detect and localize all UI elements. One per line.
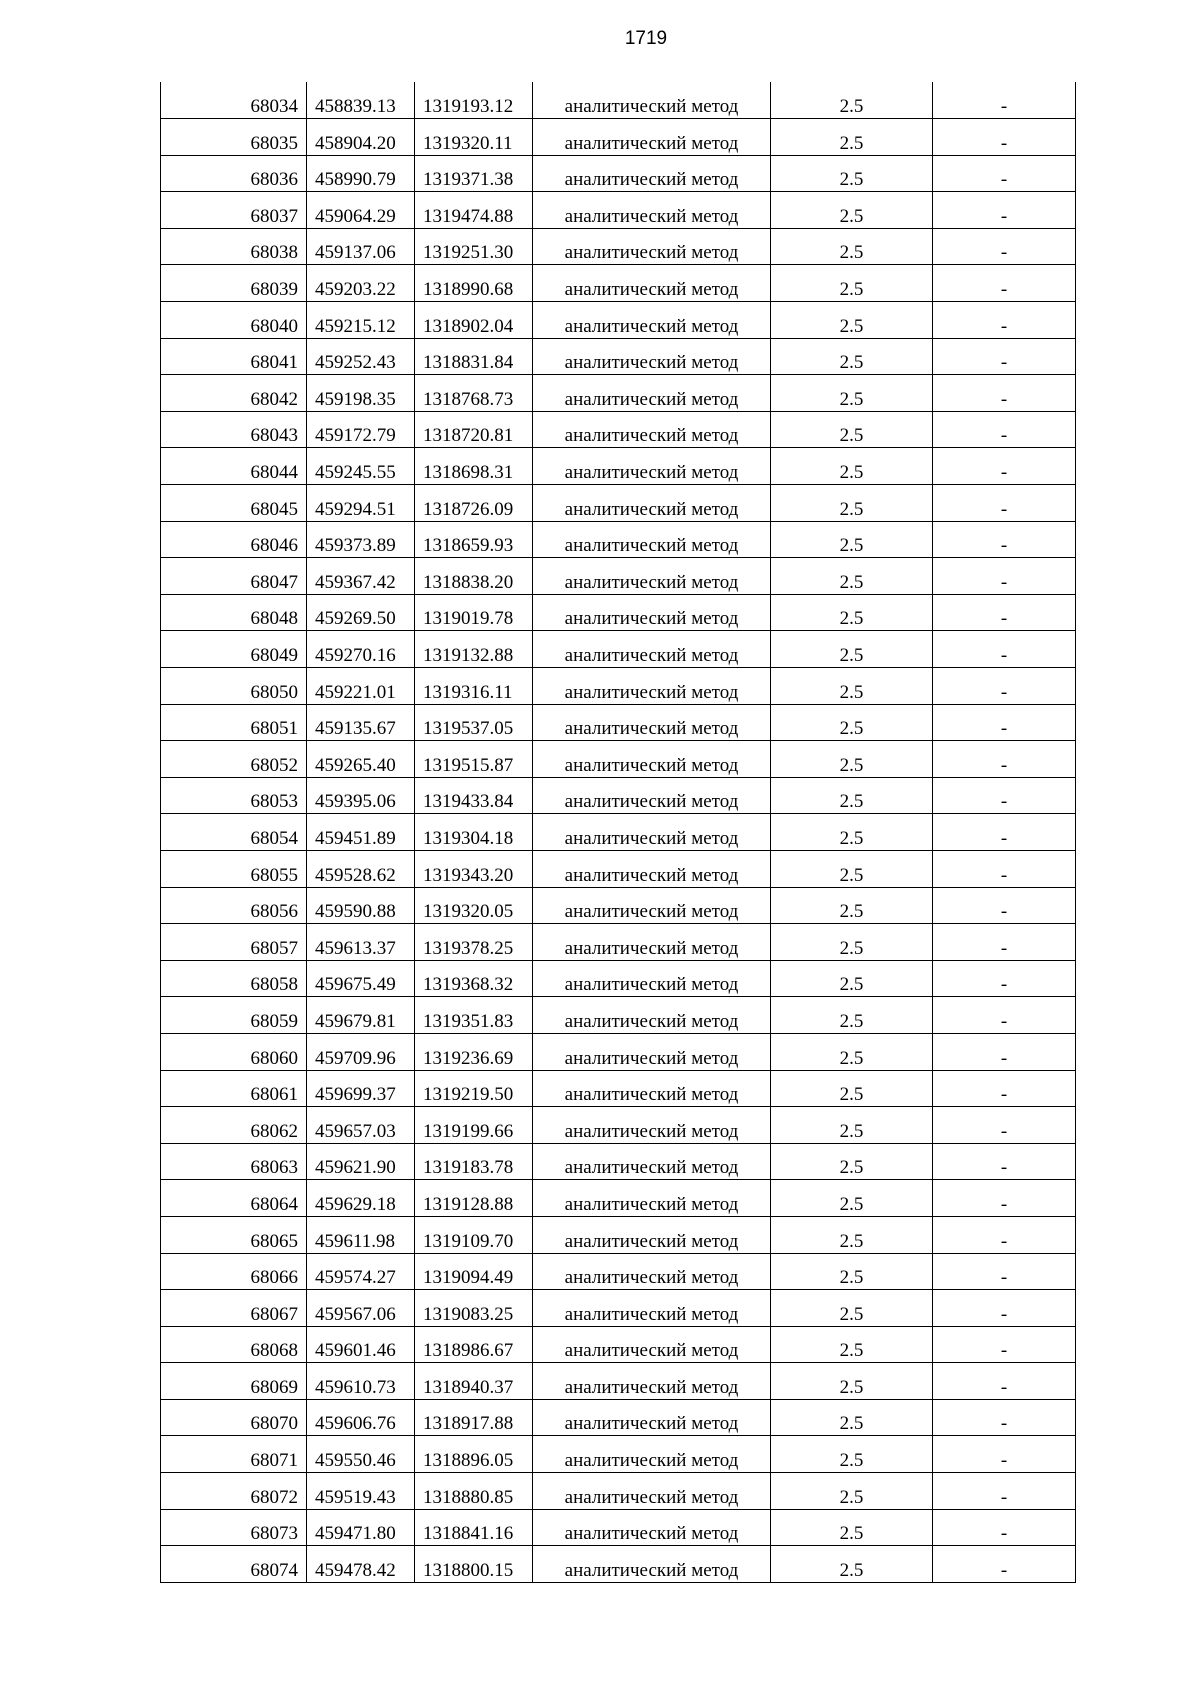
table-row <box>161 155 1076 192</box>
error-cell: 2.5 <box>771 741 933 778</box>
method-cell: аналитический метод <box>533 741 771 778</box>
x-coordinate-cell: 459679.81 <box>307 997 415 1034</box>
y-coordinate-cell: 1318726.09 <box>415 485 533 522</box>
method-cell: аналитический метод <box>533 411 771 448</box>
y-coordinate-cell: 1319236.69 <box>415 1033 533 1070</box>
error-cell: 2.5 <box>771 521 933 558</box>
y-coordinate-cell: 1318841.16 <box>415 1509 533 1546</box>
point-number-cell: 68034 <box>161 82 307 119</box>
y-coordinate-cell: 1318698.31 <box>415 448 533 485</box>
x-coordinate-cell: 459215.12 <box>307 302 415 339</box>
note-cell: - <box>933 631 1076 668</box>
method-cell: аналитический метод <box>533 594 771 631</box>
note-cell: - <box>933 960 1076 997</box>
note-cell: - <box>933 558 1076 595</box>
y-coordinate-cell: 1318768.73 <box>415 375 533 412</box>
point-number-cell: 68043 <box>161 411 307 448</box>
table-row <box>161 1546 1076 1583</box>
error-cell: 2.5 <box>771 1216 933 1253</box>
table-row <box>161 192 1076 229</box>
point-number-cell: 68048 <box>161 594 307 631</box>
x-coordinate-cell: 459252.43 <box>307 338 415 375</box>
error-cell: 2.5 <box>771 1290 933 1327</box>
method-cell: аналитический метод <box>533 1546 771 1583</box>
y-coordinate-cell: 1318986.67 <box>415 1326 533 1363</box>
method-cell: аналитический метод <box>533 850 771 887</box>
table-row <box>161 850 1076 887</box>
table-row <box>161 668 1076 705</box>
x-coordinate-cell: 459567.06 <box>307 1290 415 1327</box>
table-body <box>161 82 1076 1582</box>
note-cell: - <box>933 594 1076 631</box>
error-cell: 2.5 <box>771 411 933 448</box>
note-cell: - <box>933 1399 1076 1436</box>
note-cell: - <box>933 302 1076 339</box>
note-cell: - <box>933 411 1076 448</box>
table-row <box>161 1180 1076 1217</box>
error-cell: 2.5 <box>771 960 933 997</box>
x-coordinate-cell: 458904.20 <box>307 119 415 156</box>
note-cell: - <box>933 521 1076 558</box>
error-cell: 2.5 <box>771 375 933 412</box>
y-coordinate-cell: 1319316.11 <box>415 668 533 705</box>
note-cell: - <box>933 777 1076 814</box>
note-cell: - <box>933 850 1076 887</box>
coordinates-table <box>160 82 1076 1583</box>
error-cell: 2.5 <box>771 265 933 302</box>
note-cell: - <box>933 1216 1076 1253</box>
table-row <box>161 777 1076 814</box>
y-coordinate-cell: 1319320.05 <box>415 887 533 924</box>
point-number-cell: 68062 <box>161 1107 307 1144</box>
table-row <box>161 119 1076 156</box>
table-row <box>161 631 1076 668</box>
note-cell: - <box>933 814 1076 851</box>
method-cell: аналитический метод <box>533 155 771 192</box>
error-cell: 2.5 <box>771 1033 933 1070</box>
table-row <box>161 997 1076 1034</box>
x-coordinate-cell: 459172.79 <box>307 411 415 448</box>
note-cell: - <box>933 887 1076 924</box>
x-coordinate-cell: 459601.46 <box>307 1326 415 1363</box>
x-coordinate-cell: 459611.98 <box>307 1216 415 1253</box>
point-number-cell: 68074 <box>161 1546 307 1583</box>
point-number-cell: 68068 <box>161 1326 307 1363</box>
table-row <box>161 1399 1076 1436</box>
method-cell: аналитический метод <box>533 1180 771 1217</box>
note-cell: - <box>933 228 1076 265</box>
error-cell: 2.5 <box>771 1473 933 1510</box>
error-cell: 2.5 <box>771 82 933 119</box>
x-coordinate-cell: 459590.88 <box>307 887 415 924</box>
method-cell: аналитический метод <box>533 558 771 595</box>
method-cell: аналитический метод <box>533 777 771 814</box>
table-row <box>161 1473 1076 1510</box>
y-coordinate-cell: 1318880.85 <box>415 1473 533 1510</box>
error-cell: 2.5 <box>771 704 933 741</box>
point-number-cell: 68058 <box>161 960 307 997</box>
x-coordinate-cell: 459675.49 <box>307 960 415 997</box>
x-coordinate-cell: 459610.73 <box>307 1363 415 1400</box>
x-coordinate-cell: 459621.90 <box>307 1143 415 1180</box>
table-row <box>161 1216 1076 1253</box>
table-row <box>161 1290 1076 1327</box>
error-cell: 2.5 <box>771 850 933 887</box>
error-cell: 2.5 <box>771 814 933 851</box>
x-coordinate-cell: 459269.50 <box>307 594 415 631</box>
note-cell: - <box>933 485 1076 522</box>
error-cell: 2.5 <box>771 302 933 339</box>
point-number-cell: 68051 <box>161 704 307 741</box>
note-cell: - <box>933 448 1076 485</box>
point-number-cell: 68047 <box>161 558 307 595</box>
point-number-cell: 68055 <box>161 850 307 887</box>
note-cell: - <box>933 1363 1076 1400</box>
point-number-cell: 68038 <box>161 228 307 265</box>
point-number-cell: 68072 <box>161 1473 307 1510</box>
x-coordinate-cell: 459606.76 <box>307 1399 415 1436</box>
error-cell: 2.5 <box>771 558 933 595</box>
method-cell: аналитический метод <box>533 1436 771 1473</box>
y-coordinate-cell: 1318831.84 <box>415 338 533 375</box>
error-cell: 2.5 <box>771 1363 933 1400</box>
table-row <box>161 594 1076 631</box>
table-row <box>161 1253 1076 1290</box>
note-cell: - <box>933 704 1076 741</box>
table-row <box>161 1143 1076 1180</box>
y-coordinate-cell: 1318917.88 <box>415 1399 533 1436</box>
x-coordinate-cell: 459198.35 <box>307 375 415 412</box>
note-cell: - <box>933 1546 1076 1583</box>
error-cell: 2.5 <box>771 448 933 485</box>
error-cell: 2.5 <box>771 668 933 705</box>
x-coordinate-cell: 459395.06 <box>307 777 415 814</box>
x-coordinate-cell: 458990.79 <box>307 155 415 192</box>
x-coordinate-cell: 459629.18 <box>307 1180 415 1217</box>
point-number-cell: 68042 <box>161 375 307 412</box>
x-coordinate-cell: 459528.62 <box>307 850 415 887</box>
y-coordinate-cell: 1318902.04 <box>415 302 533 339</box>
note-cell: - <box>933 338 1076 375</box>
point-number-cell: 68063 <box>161 1143 307 1180</box>
x-coordinate-cell: 459709.96 <box>307 1033 415 1070</box>
method-cell: аналитический метод <box>533 631 771 668</box>
y-coordinate-cell: 1319371.38 <box>415 155 533 192</box>
error-cell: 2.5 <box>771 119 933 156</box>
note-cell: - <box>933 155 1076 192</box>
error-cell: 2.5 <box>771 594 933 631</box>
error-cell: 2.5 <box>771 631 933 668</box>
note-cell: - <box>933 1290 1076 1327</box>
x-coordinate-cell: 459135.67 <box>307 704 415 741</box>
point-number-cell: 68041 <box>161 338 307 375</box>
table-row <box>161 1363 1076 1400</box>
point-number-cell: 68035 <box>161 119 307 156</box>
method-cell: аналитический метод <box>533 228 771 265</box>
y-coordinate-cell: 1319378.25 <box>415 924 533 961</box>
y-coordinate-cell: 1319193.12 <box>415 82 533 119</box>
x-coordinate-cell: 459367.42 <box>307 558 415 595</box>
y-coordinate-cell: 1318838.20 <box>415 558 533 595</box>
error-cell: 2.5 <box>771 1180 933 1217</box>
y-coordinate-cell: 1319183.78 <box>415 1143 533 1180</box>
x-coordinate-cell: 459657.03 <box>307 1107 415 1144</box>
table-row <box>161 375 1076 412</box>
x-coordinate-cell: 459613.37 <box>307 924 415 961</box>
point-number-cell: 68067 <box>161 1290 307 1327</box>
point-number-cell: 68061 <box>161 1070 307 1107</box>
table-row <box>161 521 1076 558</box>
method-cell: аналитический метод <box>533 960 771 997</box>
method-cell: аналитический метод <box>533 1326 771 1363</box>
error-cell: 2.5 <box>771 1253 933 1290</box>
error-cell: 2.5 <box>771 1399 933 1436</box>
x-coordinate-cell: 459373.89 <box>307 521 415 558</box>
point-number-cell: 68054 <box>161 814 307 851</box>
method-cell: аналитический метод <box>533 814 771 851</box>
x-coordinate-cell: 459294.51 <box>307 485 415 522</box>
y-coordinate-cell: 1319128.88 <box>415 1180 533 1217</box>
note-cell: - <box>933 192 1076 229</box>
method-cell: аналитический метод <box>533 997 771 1034</box>
method-cell: аналитический метод <box>533 1473 771 1510</box>
y-coordinate-cell: 1319083.25 <box>415 1290 533 1327</box>
table-row <box>161 960 1076 997</box>
y-coordinate-cell: 1319537.05 <box>415 704 533 741</box>
page-number: 1719 <box>624 28 668 49</box>
method-cell: аналитический метод <box>533 375 771 412</box>
point-number-cell: 68071 <box>161 1436 307 1473</box>
y-coordinate-cell: 1319515.87 <box>415 741 533 778</box>
point-number-cell: 68059 <box>161 997 307 1034</box>
point-number-cell: 68049 <box>161 631 307 668</box>
note-cell: - <box>933 82 1076 119</box>
table-row <box>161 1436 1076 1473</box>
note-cell: - <box>933 265 1076 302</box>
note-cell: - <box>933 1253 1076 1290</box>
y-coordinate-cell: 1319132.88 <box>415 631 533 668</box>
y-coordinate-cell: 1319368.32 <box>415 960 533 997</box>
point-number-cell: 68046 <box>161 521 307 558</box>
y-coordinate-cell: 1319433.84 <box>415 777 533 814</box>
note-cell: - <box>933 1326 1076 1363</box>
table-row <box>161 302 1076 339</box>
y-coordinate-cell: 1318720.81 <box>415 411 533 448</box>
y-coordinate-cell: 1319304.18 <box>415 814 533 851</box>
x-coordinate-cell: 459699.37 <box>307 1070 415 1107</box>
table-row <box>161 1107 1076 1144</box>
table-row <box>161 82 1076 119</box>
point-number-cell: 68060 <box>161 1033 307 1070</box>
point-number-cell: 68065 <box>161 1216 307 1253</box>
table-row <box>161 887 1076 924</box>
x-coordinate-cell: 459574.27 <box>307 1253 415 1290</box>
table-row <box>161 1070 1076 1107</box>
point-number-cell: 68070 <box>161 1399 307 1436</box>
table-row <box>161 338 1076 375</box>
y-coordinate-cell: 1318990.68 <box>415 265 533 302</box>
error-cell: 2.5 <box>771 155 933 192</box>
point-number-cell: 68066 <box>161 1253 307 1290</box>
point-number-cell: 68053 <box>161 777 307 814</box>
method-cell: аналитический метод <box>533 1033 771 1070</box>
y-coordinate-cell: 1318800.15 <box>415 1546 533 1583</box>
method-cell: аналитический метод <box>533 1216 771 1253</box>
y-coordinate-cell: 1318659.93 <box>415 521 533 558</box>
error-cell: 2.5 <box>771 777 933 814</box>
point-number-cell: 68036 <box>161 155 307 192</box>
error-cell: 2.5 <box>771 1070 933 1107</box>
point-number-cell: 68069 <box>161 1363 307 1400</box>
method-cell: аналитический метод <box>533 521 771 558</box>
note-cell: - <box>933 924 1076 961</box>
method-cell: аналитический метод <box>533 1509 771 1546</box>
error-cell: 2.5 <box>771 924 933 961</box>
error-cell: 2.5 <box>771 1509 933 1546</box>
note-cell: - <box>933 1509 1076 1546</box>
table-row <box>161 814 1076 851</box>
method-cell: аналитический метод <box>533 704 771 741</box>
point-number-cell: 68050 <box>161 668 307 705</box>
method-cell: аналитический метод <box>533 265 771 302</box>
note-cell: - <box>933 997 1076 1034</box>
note-cell: - <box>933 1107 1076 1144</box>
point-number-cell: 68056 <box>161 887 307 924</box>
method-cell: аналитический метод <box>533 485 771 522</box>
x-coordinate-cell: 459451.89 <box>307 814 415 851</box>
table-row <box>161 741 1076 778</box>
table-row <box>161 265 1076 302</box>
error-cell: 2.5 <box>771 887 933 924</box>
x-coordinate-cell: 459471.80 <box>307 1509 415 1546</box>
y-coordinate-cell: 1319199.66 <box>415 1107 533 1144</box>
y-coordinate-cell: 1319109.70 <box>415 1216 533 1253</box>
x-coordinate-cell: 459519.43 <box>307 1473 415 1510</box>
y-coordinate-cell: 1319343.20 <box>415 850 533 887</box>
table-row <box>161 448 1076 485</box>
error-cell: 2.5 <box>771 1143 933 1180</box>
method-cell: аналитический метод <box>533 1290 771 1327</box>
y-coordinate-cell: 1319094.49 <box>415 1253 533 1290</box>
note-cell: - <box>933 741 1076 778</box>
y-coordinate-cell: 1318940.37 <box>415 1363 533 1400</box>
error-cell: 2.5 <box>771 338 933 375</box>
method-cell: аналитический метод <box>533 82 771 119</box>
table-row <box>161 558 1076 595</box>
method-cell: аналитический метод <box>533 119 771 156</box>
note-cell: - <box>933 1143 1076 1180</box>
point-number-cell: 68057 <box>161 924 307 961</box>
method-cell: аналитический метод <box>533 448 771 485</box>
point-number-cell: 68037 <box>161 192 307 229</box>
point-number-cell: 68064 <box>161 1180 307 1217</box>
x-coordinate-cell: 459478.42 <box>307 1546 415 1583</box>
error-cell: 2.5 <box>771 997 933 1034</box>
table-row <box>161 1509 1076 1546</box>
point-number-cell: 68073 <box>161 1509 307 1546</box>
method-cell: аналитический метод <box>533 1253 771 1290</box>
note-cell: - <box>933 1180 1076 1217</box>
x-coordinate-cell: 459221.01 <box>307 668 415 705</box>
method-cell: аналитический метод <box>533 668 771 705</box>
note-cell: - <box>933 1436 1076 1473</box>
method-cell: аналитический метод <box>533 1107 771 1144</box>
table-row <box>161 485 1076 522</box>
y-coordinate-cell: 1319351.83 <box>415 997 533 1034</box>
note-cell: - <box>933 375 1076 412</box>
table-row <box>161 1033 1076 1070</box>
y-coordinate-cell: 1319219.50 <box>415 1070 533 1107</box>
error-cell: 2.5 <box>771 228 933 265</box>
table-row <box>161 411 1076 448</box>
x-coordinate-cell: 459203.22 <box>307 265 415 302</box>
method-cell: аналитический метод <box>533 1399 771 1436</box>
note-cell: - <box>933 668 1076 705</box>
method-cell: аналитический метод <box>533 1363 771 1400</box>
x-coordinate-cell: 458839.13 <box>307 82 415 119</box>
method-cell: аналитический метод <box>533 887 771 924</box>
y-coordinate-cell: 1318896.05 <box>415 1436 533 1473</box>
x-coordinate-cell: 459245.55 <box>307 448 415 485</box>
error-cell: 2.5 <box>771 1107 933 1144</box>
note-cell: - <box>933 1033 1076 1070</box>
error-cell: 2.5 <box>771 1436 933 1473</box>
x-coordinate-cell: 459137.06 <box>307 228 415 265</box>
error-cell: 2.5 <box>771 485 933 522</box>
y-coordinate-cell: 1319474.88 <box>415 192 533 229</box>
method-cell: аналитический метод <box>533 1143 771 1180</box>
point-number-cell: 68039 <box>161 265 307 302</box>
table-row <box>161 1326 1076 1363</box>
y-coordinate-cell: 1319320.11 <box>415 119 533 156</box>
method-cell: аналитический метод <box>533 924 771 961</box>
point-number-cell: 68044 <box>161 448 307 485</box>
table-row <box>161 228 1076 265</box>
y-coordinate-cell: 1319019.78 <box>415 594 533 631</box>
table-row <box>161 924 1076 961</box>
x-coordinate-cell: 459064.29 <box>307 192 415 229</box>
method-cell: аналитический метод <box>533 302 771 339</box>
point-number-cell: 68052 <box>161 741 307 778</box>
method-cell: аналитический метод <box>533 338 771 375</box>
note-cell: - <box>933 119 1076 156</box>
table-row <box>161 704 1076 741</box>
note-cell: - <box>933 1473 1076 1510</box>
x-coordinate-cell: 459550.46 <box>307 1436 415 1473</box>
x-coordinate-cell: 459270.16 <box>307 631 415 668</box>
method-cell: аналитический метод <box>533 192 771 229</box>
point-number-cell: 68045 <box>161 485 307 522</box>
error-cell: 2.5 <box>771 1546 933 1583</box>
y-coordinate-cell: 1319251.30 <box>415 228 533 265</box>
error-cell: 2.5 <box>771 192 933 229</box>
method-cell: аналитический метод <box>533 1070 771 1107</box>
point-number-cell: 68040 <box>161 302 307 339</box>
error-cell: 2.5 <box>771 1326 933 1363</box>
note-cell: - <box>933 1070 1076 1107</box>
x-coordinate-cell: 459265.40 <box>307 741 415 778</box>
